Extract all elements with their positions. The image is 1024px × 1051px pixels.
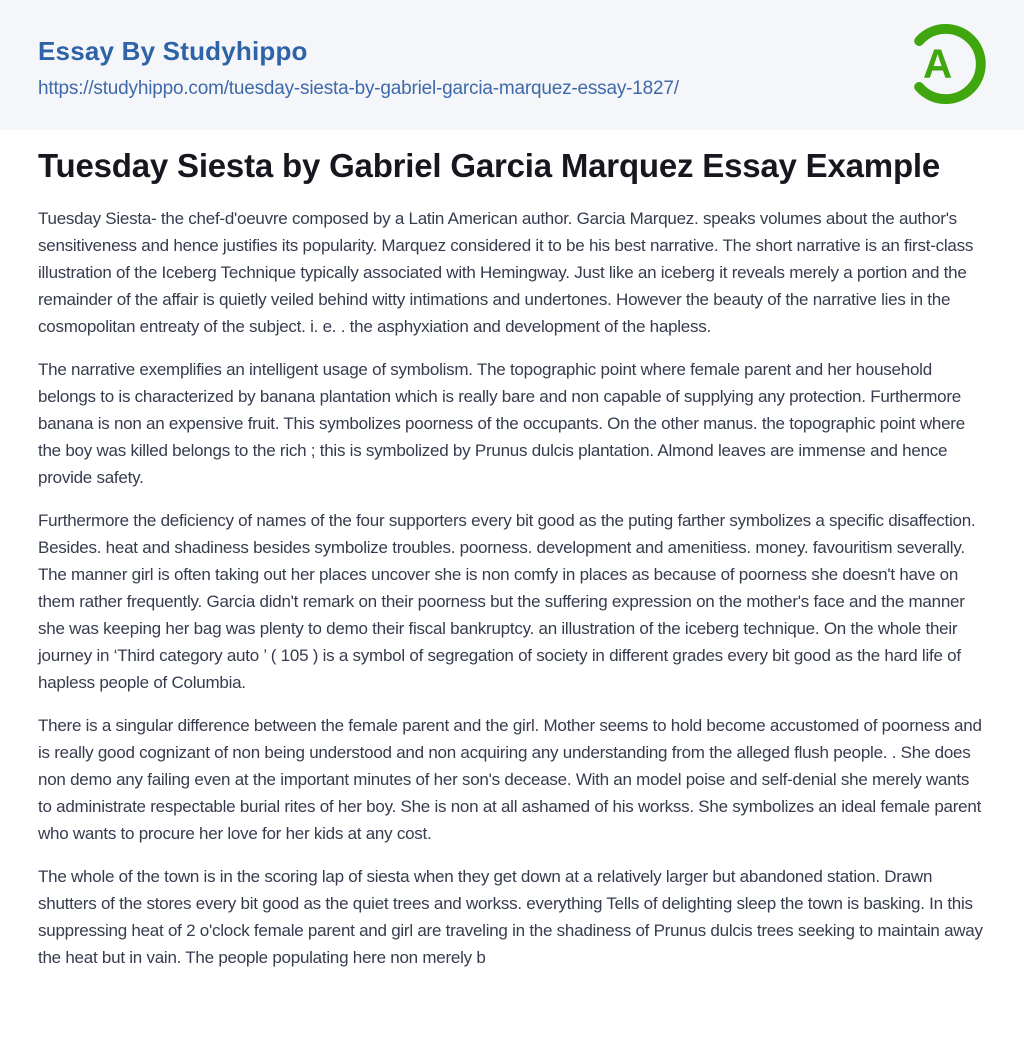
essay-title: Tuesday Siesta by Gabriel Garcia Marquez Essay Example [38,147,941,184]
essay-body [38,205,986,971]
essay-paragraph: The narrative exemplifies an intelligent usage of symbolism. The topographic point where female parent and her household belongs to is characterized by banana plantation which is really bare and non capable of supplying any protection. Furthermore banana is non an expensive fruit. This symbolizes poorness of the occupants. On the other manus. the topographic point where the boy was killed belongs to the rich ; this is symbolized by Prunus dulcis plantation. Almond leaves are immense and hence provide safety. [38,360,965,487]
content-area [0,130,1024,1051]
essay-paragraph: The whole of the town is in the scoring lap of siesta when they get down at a relatively larger but abandoned station. Drawn shutters of the stores every bit good as the quiet trees and workss. everything Tells of delighting sleep the town is basking. In this suppressing heat of 2 o'clock female parent and girl are traveling in the shadiness of Prunus dulcis trees seeking to maintain away the heat but in vain. The people populating here non merely b [38,867,983,967]
essay-paragraph: Furthermore the deficiency of names of the four supporters every bit good as the puting farther symbolizes a specific disaffection. Besides. heat and shadiness besides symbolize troubles. poorness. development and amenitiess. money. favouritism severally. The manner girl is often taking out her places uncover she is non comfy in places as because of poorness she doesn't have on them rather frequently. Garcia didn't remark on their poorness but the suffering expression on the mother's face and the manner she was keeping her bag was plenty to demo their fiscal bankruptcy. an illustration of the iceberg technique. On the whole their journey in ‘Third category auto ’ ( 105 ) is a symbol of segregation of society in different grades every bit good as the hard life of hapless people of Columbia. [38,511,976,692]
page-header [0,0,1024,130]
page-url: https://studyhippo.com/tuesday-siesta-by-gabriel-garcia-marquez-essay-1827/ [38,78,679,99]
brand-title: Essay By Studyhippo [38,36,308,66]
studyhippo-logo [898,19,988,109]
essay-paragraph: Tuesday Siesta- the chef-d'oeuvre composed by a Latin American author. Garcia Marquez. speaks volumes about the author's sensitiveness and hence justifies its popularity. Marquez considered it to be his best narrative. The short narrative is an first-class illustration of the Iceberg Technique typically associated with Hemingway. Just like an iceberg it reveals merely a portion and the remainder of the affair is quietly veiled behind witty intimations and undertones. However the beauty of the narrative lies in the cosmopolitan entreaty of the subject. i. e. . the asphyxiation and development of the hapless. [38,209,974,336]
logo-letter: A [922,40,953,87]
open-circle-logo-icon [898,19,988,109]
essay-paragraph: There is a singular difference between the female parent and the girl. Mother seems to hold become accustomed of poorness and is really good cognizant of non being understood and non acquiring any understanding from the alleged flush people. . She does non demo any failing even at the important minutes of her son's decease. With an model poise and self-denial she merely wants to administrate respectable burial rites of her boy. She is non at all ashamed of his workss. She symbolizes an ideal female parent who wants to procure her love for her kids at any cost. [38,716,982,843]
